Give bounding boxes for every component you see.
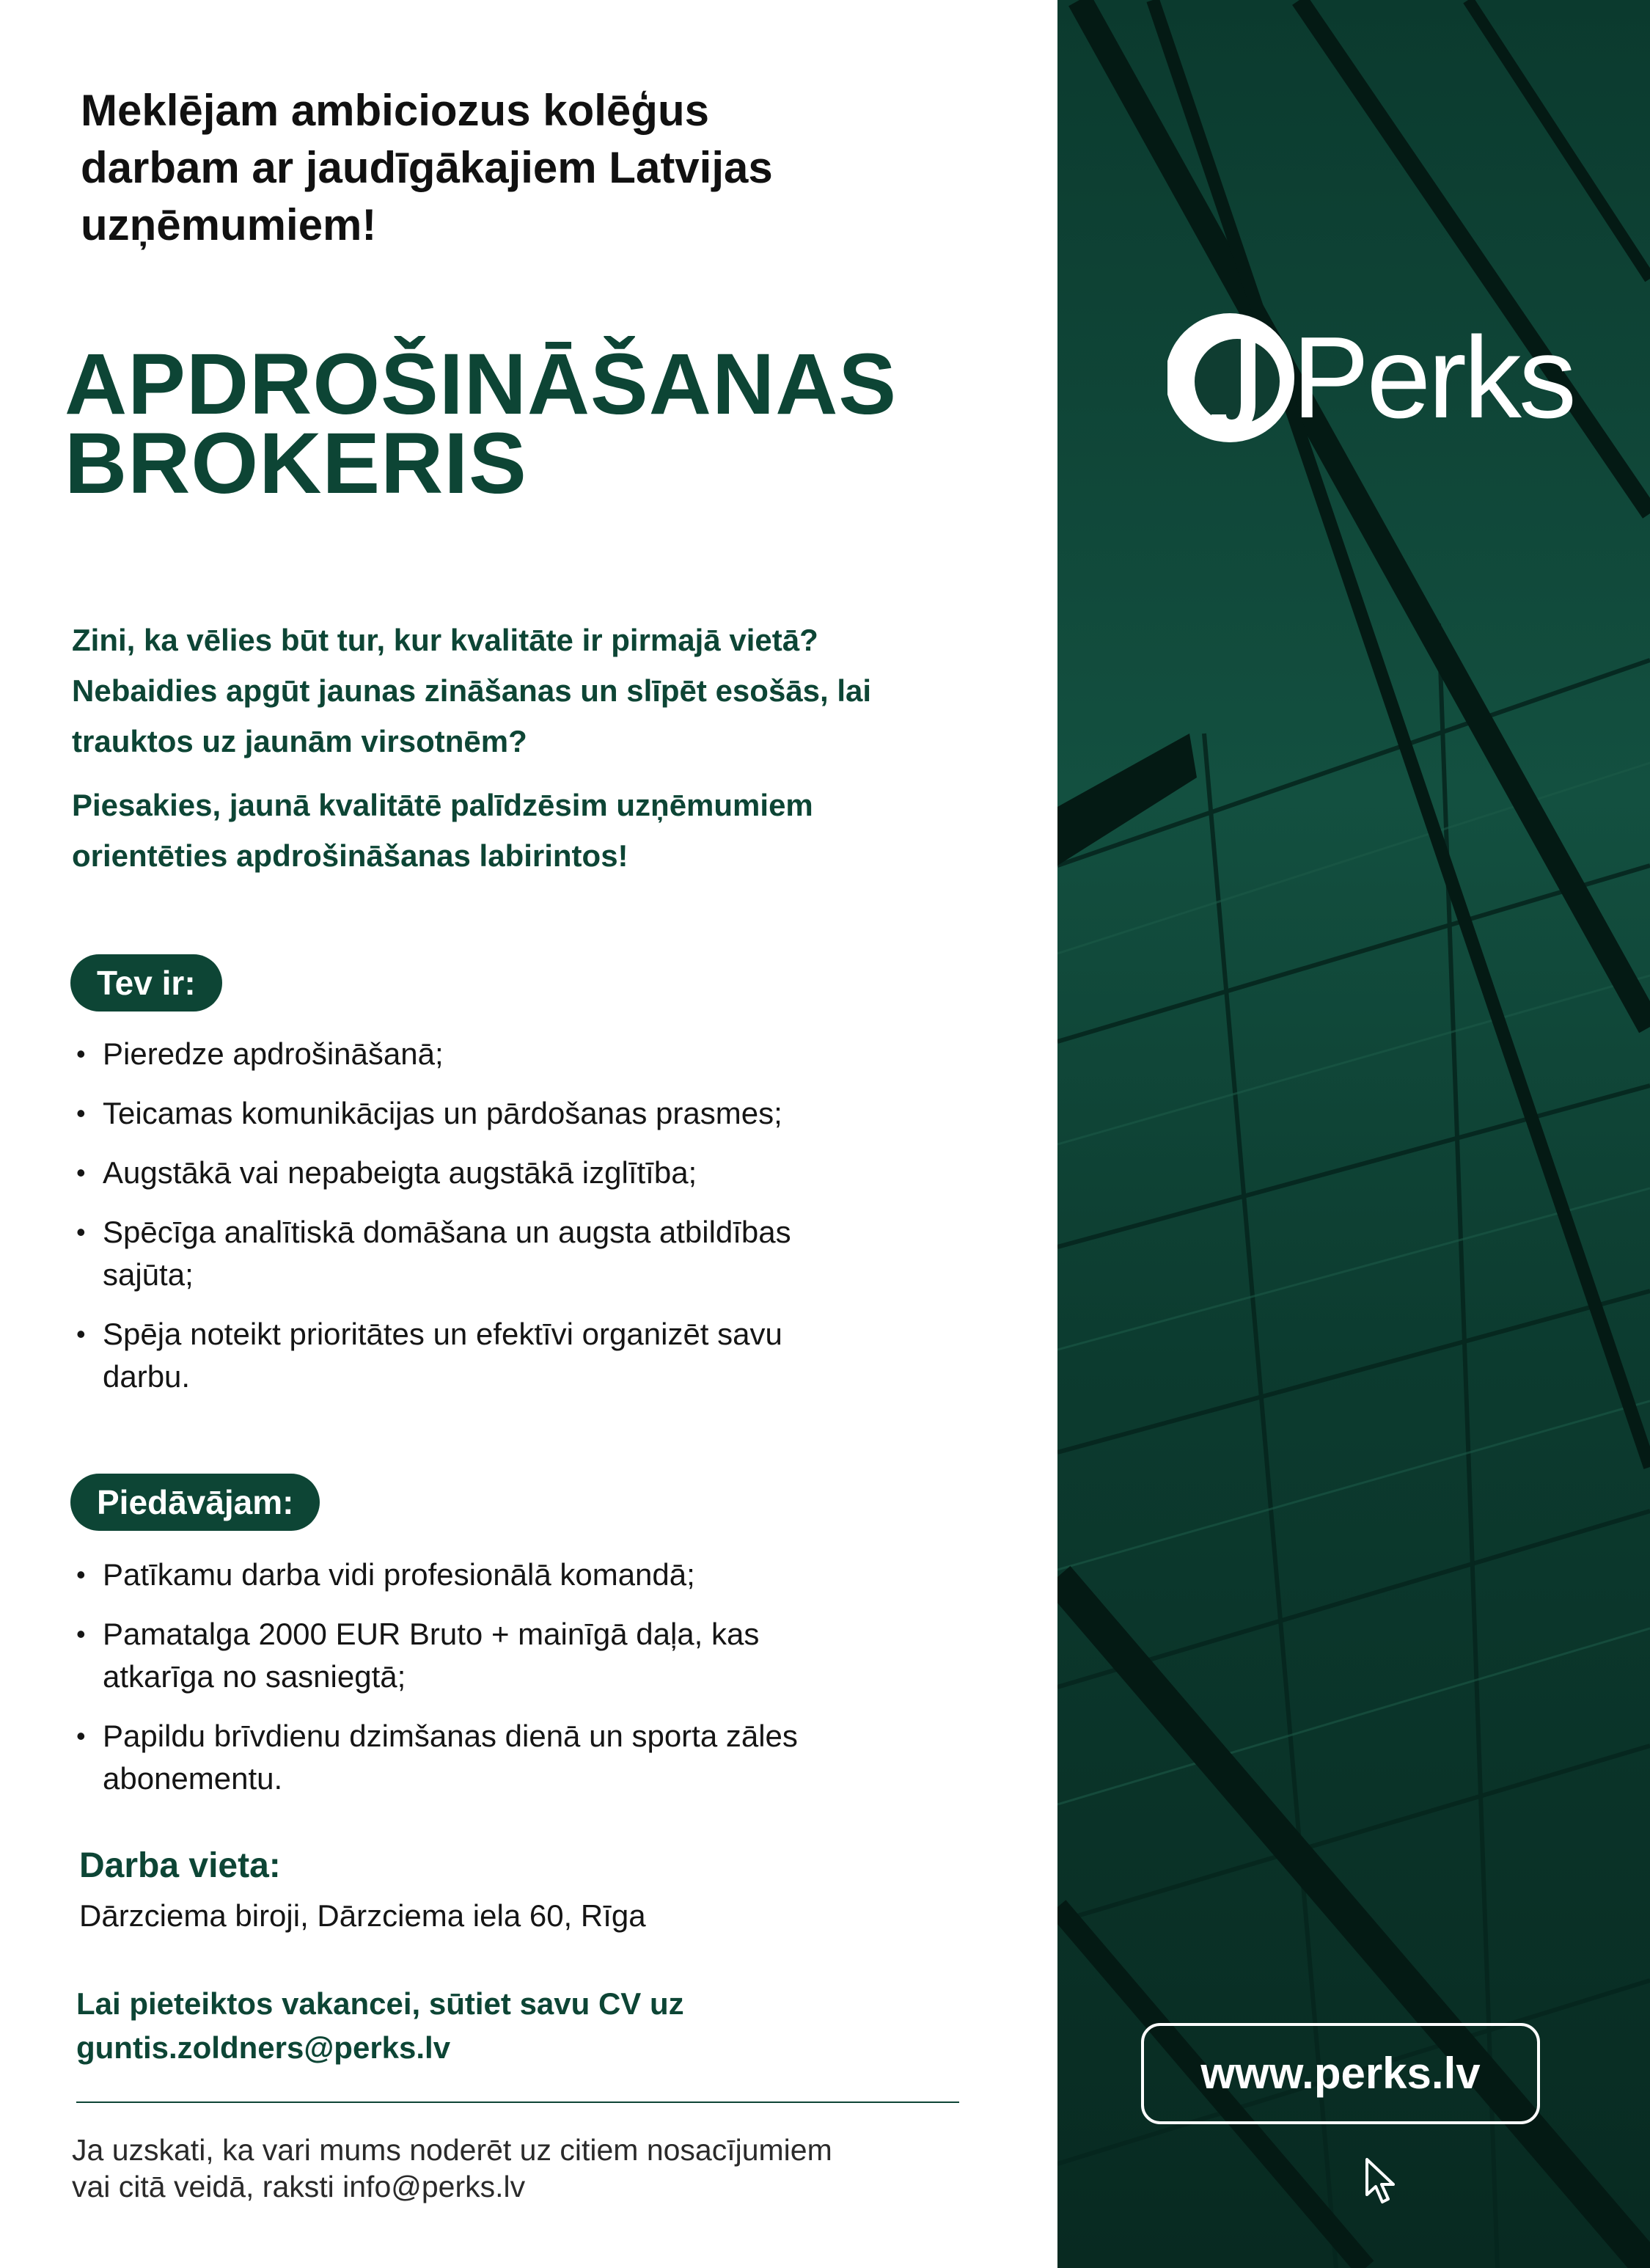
intro-line: darbam ar jaudīgākajiem Latvijas xyxy=(81,143,773,192)
pitch-text xyxy=(72,615,996,894)
brand-name: Perks xyxy=(1292,313,1574,442)
apply-text: Lai pieteiktos vakancei, sūtiet savu CV uz xyxy=(76,1986,684,2021)
offer-list xyxy=(76,1554,986,1817)
pitch-paragraph xyxy=(72,780,996,881)
website-button[interactable]: www.perks.lv xyxy=(1141,2023,1540,2124)
footer-note xyxy=(72,2132,996,2205)
intro-line: Meklējam ambiciozus kolēģus xyxy=(81,86,709,135)
list-item: • Spēja noteikt prioritātes un efektīvi organizēt savu darbu. xyxy=(76,1317,782,1394)
list-item: • Pamatalga 2000 EUR Bruto + mainīgā daļa, kas atkarīga no sasniegtā; xyxy=(76,1617,760,1694)
list-item: • Spēcīga analītiskā domāšana un augsta atbildības sajūta; xyxy=(76,1215,791,1292)
list-item: • Papildu brīvdienu dzimšanas dienā un sporta zāles abonementu. xyxy=(76,1719,798,1796)
requirements-badge: Tev ir: xyxy=(70,954,222,1012)
job-title-line: BROKERIS xyxy=(65,415,527,512)
pitch-line: trauktos uz jaunām virsotnēm? xyxy=(72,724,527,758)
job-title-line: APDROŠINĀŠANAS xyxy=(65,336,898,433)
list-item: • Teicamas komunikācijas un pārdošanas prasmes; xyxy=(76,1096,782,1130)
pitch-paragraph xyxy=(72,615,996,767)
job-title xyxy=(65,336,1047,512)
mouse-pointer-icon xyxy=(1364,2157,1401,2206)
workplace-heading: Darba vieta: xyxy=(79,1846,281,1885)
apply-email-link[interactable]: guntis.zoldners@perks.lv xyxy=(76,2030,451,2065)
intro-line: uzņēmumiem! xyxy=(81,200,377,249)
pitch-line: orientēties apdrošināšanas labirintos! xyxy=(72,838,628,873)
requirements-list xyxy=(76,1033,986,1415)
brand-panel xyxy=(1057,0,1650,2268)
divider xyxy=(76,2101,959,2103)
pitch-line: Nebaidies apgūt jaunas zināšanas un slīpēt esošās, lai xyxy=(72,673,872,708)
offer-badge: Piedāvājam: xyxy=(70,1474,320,1531)
workplace-address: Dārzciema biroji, Dārzciema iela 60, Rīga xyxy=(79,1898,646,1933)
list-item: • Augstākā vai nepabeigta augstākā izglītība; xyxy=(76,1155,697,1190)
pitch-line: Piesakies, jaunā kvalitātē palīdzēsim uzņēmumiem xyxy=(72,788,813,822)
footer-line: vai citā veidā, raksti info@perks.lv xyxy=(72,2170,526,2203)
list-item: • Patīkamu darba vidi profesionālā komandā; xyxy=(76,1557,695,1592)
pitch-line: Zini, ka vēlies būt tur, kur kvalitāte ir pirmajā vietā? xyxy=(72,623,818,657)
apply-instructions xyxy=(76,1982,956,2070)
footer-line: Ja uzskati, ka vari mums noderēt uz citiem nosacījumiem xyxy=(72,2133,832,2167)
intro-heading xyxy=(81,82,961,254)
list-item: • Pieredze apdrošināšanā; xyxy=(76,1036,444,1071)
